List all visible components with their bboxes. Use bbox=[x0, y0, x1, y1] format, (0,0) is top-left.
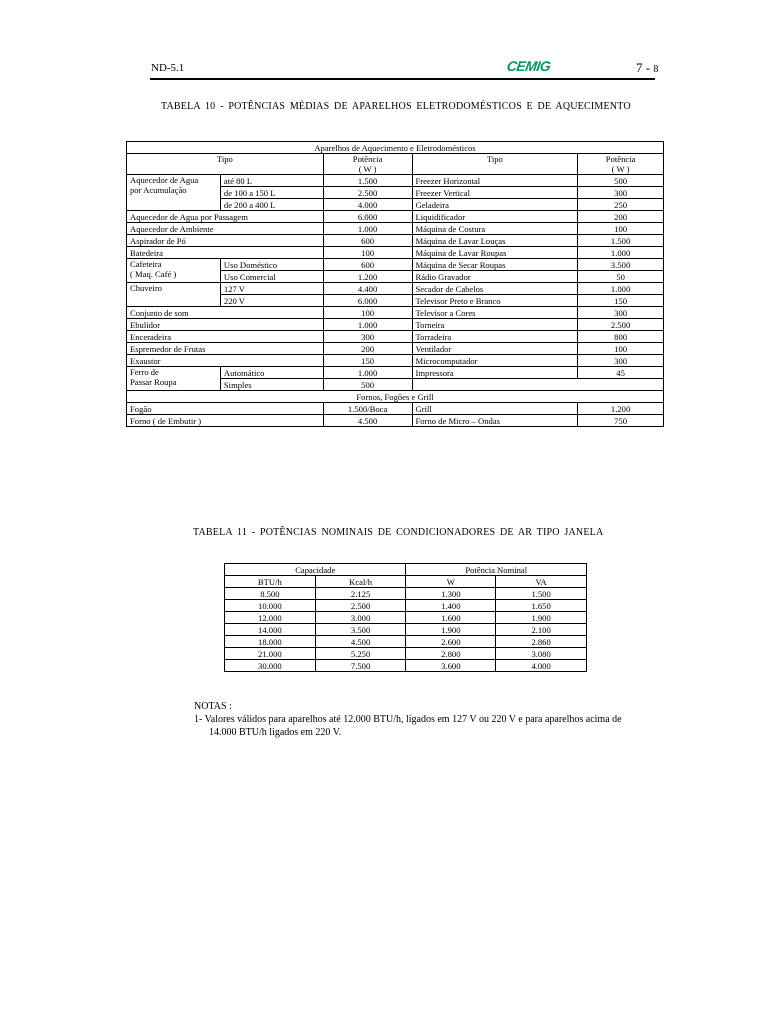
cell-va: 2.860 bbox=[496, 636, 587, 648]
cell-sub: até 80 L bbox=[220, 175, 323, 187]
cell-tipo: Batedeira bbox=[127, 247, 324, 259]
cell-power: 600 bbox=[323, 259, 412, 271]
cell-aquecedor-acumulacao bbox=[127, 175, 221, 211]
cell-power: 600 bbox=[323, 235, 412, 247]
cell-power-right: 750 bbox=[578, 415, 664, 427]
table-row bbox=[127, 355, 664, 367]
cell-va: 1.500 bbox=[496, 588, 587, 600]
page-number-sub: 8 bbox=[653, 64, 659, 75]
cell-power: 100 bbox=[323, 307, 412, 319]
cell-tipo-right: Forno de Micro – Ondas bbox=[412, 415, 578, 427]
cell-tipo: Fogão bbox=[127, 403, 324, 415]
cell-sub: Uso Doméstico bbox=[220, 259, 323, 271]
cell-w: 1.900 bbox=[406, 624, 496, 636]
document-code: ND-5.1 bbox=[151, 62, 185, 74]
note-1-line2: 14.000 BTU/h ligados em 220 V. bbox=[209, 727, 342, 738]
cell-tipo: Ebulidor bbox=[127, 319, 324, 331]
cell-w: 3.600 bbox=[406, 660, 496, 672]
cell-power-right: 1.000 bbox=[578, 247, 664, 259]
cell-va: 3.080 bbox=[496, 648, 587, 660]
cell-w: 2.600 bbox=[406, 636, 496, 648]
cell-kcal: 5.250 bbox=[315, 648, 406, 660]
table-row bbox=[127, 343, 664, 355]
cell-tipo-right: Rádio Gravador bbox=[412, 271, 578, 283]
table11-title: TABELA 11 - POTÊNCIAS NOMINAIS DE CONDICIONADORES DE AR TIPO JANELA bbox=[193, 527, 604, 538]
cell-btu: 8.500 bbox=[225, 588, 316, 600]
cell-power: 150 bbox=[323, 355, 412, 367]
cell-power-right: 150 bbox=[578, 295, 664, 307]
cell-ferro bbox=[127, 367, 221, 391]
cell-tipo-right: Torradeira bbox=[412, 331, 578, 343]
cell-w: 2.800 bbox=[406, 648, 496, 660]
table-row bbox=[127, 331, 664, 343]
cell-kcal: 7.500 bbox=[315, 660, 406, 672]
cell-tipo-right: Máquina de Lavar Louças bbox=[412, 235, 578, 247]
cell-btu: 12.000 bbox=[225, 612, 316, 624]
table-row bbox=[127, 403, 664, 415]
cell-kcal: 2.125 bbox=[315, 588, 406, 600]
table-row bbox=[225, 588, 587, 600]
col-potencia-right-label: Potência bbox=[605, 154, 636, 164]
cell-power-right: 3.500 bbox=[578, 259, 664, 271]
cell-power-right: 300 bbox=[578, 187, 664, 199]
cell-power: 1.000 bbox=[323, 367, 412, 379]
table11-header-row bbox=[225, 576, 587, 588]
table10-section-heading-fornos: Fornos, Fogões e Grill bbox=[127, 391, 664, 403]
cell-sub: 220 V bbox=[220, 295, 323, 307]
notes bbox=[194, 700, 622, 739]
table-row bbox=[127, 367, 664, 379]
cell-power: 1.500 bbox=[323, 175, 412, 187]
cell-power: 2.500 bbox=[323, 187, 412, 199]
cell-power-right: 1.000 bbox=[578, 283, 664, 295]
table10-title: TABELA 10 - POTÊNCIAS MÉDIAS DE APARELHOS ELETRODOMÉSTICOS E DE AQUECIMENTO bbox=[161, 101, 631, 112]
cell-tipo: Conjunto de som bbox=[127, 307, 324, 319]
cell-power: 4.000 bbox=[323, 199, 412, 211]
cell-tipo-right: Máquina de Secar Roupas bbox=[412, 259, 578, 271]
table11 bbox=[224, 563, 587, 672]
cell-kcal: 2.500 bbox=[315, 600, 406, 612]
cell-power: 200 bbox=[323, 343, 412, 355]
col-va: VA bbox=[496, 576, 587, 588]
cell-tipo: Aspirador de Pó bbox=[127, 235, 324, 247]
cell-cafeteira bbox=[127, 259, 221, 283]
aq-acum-line1: Aquecedor de Agua bbox=[130, 175, 199, 185]
cell-power-right: 500 bbox=[578, 175, 664, 187]
cafeteira-line2: ( Maq. Café ) bbox=[130, 269, 177, 279]
table10-section-row bbox=[127, 391, 664, 403]
cell-power-right: 100 bbox=[578, 223, 664, 235]
cell-power: 1.500/Boca bbox=[323, 403, 412, 415]
cell-btu: 18.000 bbox=[225, 636, 316, 648]
cafeteira-line1: Cafeteira bbox=[130, 259, 162, 269]
col-potencia-left bbox=[323, 154, 412, 175]
cell-power-right: 250 bbox=[578, 199, 664, 211]
cell-sub: de 200 a 400 L bbox=[220, 199, 323, 211]
cell-sub: Simples bbox=[220, 379, 323, 391]
cell-power: 1.000 bbox=[323, 319, 412, 331]
cell-btu: 10.000 bbox=[225, 600, 316, 612]
col-potencia-left-unit: ( W ) bbox=[358, 164, 377, 174]
cell-tipo-right: Máquina de Lavar Roupas bbox=[412, 247, 578, 259]
cell-power: 6.000 bbox=[323, 211, 412, 223]
cell-va: 2.100 bbox=[496, 624, 587, 636]
cell-power-right: 100 bbox=[578, 343, 664, 355]
cell-w: 1.600 bbox=[406, 612, 496, 624]
cell-tipo: Exaustor bbox=[127, 355, 324, 367]
col-tipo-right: Tipo bbox=[412, 154, 578, 175]
table-row bbox=[127, 283, 664, 295]
cell-power-right: 2.500 bbox=[578, 319, 664, 331]
cell-power: 100 bbox=[323, 247, 412, 259]
cell-btu: 30.000 bbox=[225, 660, 316, 672]
table-row bbox=[127, 415, 664, 427]
table10-header-row bbox=[127, 154, 664, 175]
ferro-line2: Passar Roupa bbox=[130, 377, 177, 387]
col-potencia-left-label: Potência bbox=[352, 154, 383, 164]
cell-tipo-right: Microcomputador bbox=[412, 355, 578, 367]
cell-power-right: 800 bbox=[578, 331, 664, 343]
table-row bbox=[127, 307, 664, 319]
cell-kcal: 3.500 bbox=[315, 624, 406, 636]
table10-section-heading: Aparelhos de Aquecimento e Eletrodomésticos bbox=[127, 142, 664, 154]
table-row bbox=[127, 211, 664, 223]
table-row bbox=[127, 235, 664, 247]
cell-power: 1.000 bbox=[323, 223, 412, 235]
cell-power-right: 50 bbox=[578, 271, 664, 283]
cell-power: 6.000 bbox=[323, 295, 412, 307]
col-capacidade: Capacidade bbox=[225, 564, 406, 576]
cell-tipo: Forno ( de Embutir ) bbox=[127, 415, 324, 427]
cell-power: 4.400 bbox=[323, 283, 412, 295]
cell-tipo-right: Televisor Preto e Branco bbox=[412, 295, 578, 307]
cell-tipo: Enceradeira bbox=[127, 331, 324, 343]
table11-group-row bbox=[225, 564, 587, 576]
cell-chuveiro: Chuveiro bbox=[127, 283, 221, 307]
cell-tipo-right: Máquina de Costura bbox=[412, 223, 578, 235]
cell-power: 4.500 bbox=[323, 415, 412, 427]
cell-tipo: Espremedor de Frutas bbox=[127, 343, 324, 355]
cell-power: 500 bbox=[323, 379, 412, 391]
header-rule bbox=[150, 78, 655, 80]
notes-heading: NOTAS : bbox=[194, 701, 232, 712]
cell-tipo-right: Televisor a Cores bbox=[412, 307, 578, 319]
cemig-logo: CEMIG bbox=[505, 58, 552, 74]
cell-btu: 14.000 bbox=[225, 624, 316, 636]
cell-power: 300 bbox=[323, 331, 412, 343]
col-potencia-nominal: Potência Nominal bbox=[406, 564, 587, 576]
col-kcal: Kcal/h bbox=[315, 576, 406, 588]
cell-va: 1.650 bbox=[496, 600, 587, 612]
cell-kcal: 4.500 bbox=[315, 636, 406, 648]
col-potencia-right bbox=[578, 154, 664, 175]
table-row bbox=[225, 648, 587, 660]
cell-kcal: 3.000 bbox=[315, 612, 406, 624]
cell-sub: 127 V bbox=[220, 283, 323, 295]
cell-tipo-right: Grill bbox=[412, 403, 578, 415]
cell-tipo-right: Ventilador bbox=[412, 343, 578, 355]
aq-acum-line2: por Acumulação bbox=[130, 185, 187, 195]
table-row bbox=[127, 319, 664, 331]
cell-power: 1.200 bbox=[323, 271, 412, 283]
table-row bbox=[225, 624, 587, 636]
table-row bbox=[127, 175, 664, 187]
col-btu: BTU/h bbox=[225, 576, 316, 588]
cell-power-right: 300 bbox=[578, 307, 664, 319]
cell-w: 1.300 bbox=[406, 588, 496, 600]
cell-tipo-right: Torneira bbox=[412, 319, 578, 331]
cell-tipo-right: Freezer Horizontal bbox=[412, 175, 578, 187]
ferro-line1: Ferro de bbox=[130, 367, 159, 377]
col-tipo-left: Tipo bbox=[127, 154, 324, 175]
page-number bbox=[636, 60, 658, 76]
cell-sub: Automático bbox=[220, 367, 323, 379]
cell-btu: 21.000 bbox=[225, 648, 316, 660]
cell-tipo-right: Geladeira bbox=[412, 199, 578, 211]
table-row bbox=[127, 223, 664, 235]
table10 bbox=[126, 141, 664, 427]
cell-power-right: 45 bbox=[578, 367, 664, 379]
table-row bbox=[225, 660, 587, 672]
cell-power-right: 1.500 bbox=[578, 235, 664, 247]
cell-tipo-right: Liquidificador bbox=[412, 211, 578, 223]
cell-tipo-right: Secador de Cabelos bbox=[412, 283, 578, 295]
cell-empty bbox=[412, 379, 664, 391]
cell-tipo-right: Freezer Vertical bbox=[412, 187, 578, 199]
cell-power-right: 200 bbox=[578, 211, 664, 223]
table-row bbox=[127, 259, 664, 271]
cell-power-right: 300 bbox=[578, 355, 664, 367]
table-row bbox=[225, 612, 587, 624]
table-row bbox=[225, 636, 587, 648]
page-number-main: 7 - bbox=[636, 60, 651, 75]
cell-tipo: Aquecedor de Agua por Passagem bbox=[127, 211, 324, 223]
col-w: W bbox=[406, 576, 496, 588]
cell-va: 4.000 bbox=[496, 660, 587, 672]
cell-tipo: Aquecedor de Ambiente bbox=[127, 223, 324, 235]
table-row bbox=[127, 247, 664, 259]
cell-w: 1.400 bbox=[406, 600, 496, 612]
cell-va: 1.900 bbox=[496, 612, 587, 624]
cell-tipo-right: Impressora bbox=[412, 367, 578, 379]
table-row bbox=[225, 600, 587, 612]
cell-sub: de 100 a 150 L bbox=[220, 187, 323, 199]
table10-section-row bbox=[127, 142, 664, 154]
cell-power-right: 1.200 bbox=[578, 403, 664, 415]
note-1-line1: 1- Valores válidos para aparelhos até 12.000 BTU/h, ligados em 127 V ou 220 V e para aparelhos acima de bbox=[194, 714, 622, 725]
cell-sub: Uso Comercial bbox=[220, 271, 323, 283]
col-potencia-right-unit: ( W ) bbox=[611, 164, 630, 174]
